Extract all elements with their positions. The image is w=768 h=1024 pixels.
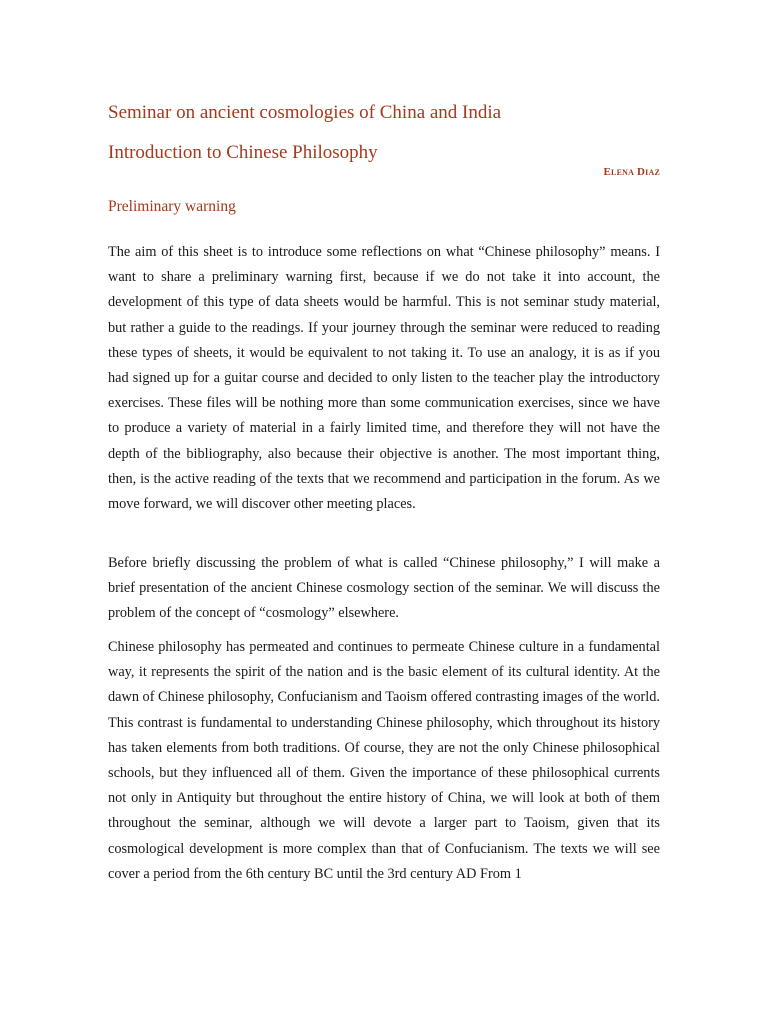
document-subtitle: Introduction to Chinese Philosophy bbox=[108, 142, 378, 163]
document-title: Seminar on ancient cosmologies of China and India bbox=[108, 102, 502, 123]
author-name: Elena Diaz bbox=[603, 166, 660, 178]
paragraph-2: Before briefly discussing the problem of what is called “Chinese philosophy,” I will make a brief presentation of the ancient Chinese cosmology section of the seminar. We will discuss the problem of the concept of “cosmology” elsewhere. bbox=[108, 555, 660, 622]
paragraph-3: Chinese philosophy has permeated and continues to permeate Chinese culture in a fundamental way, it represents the spirit of the nation and is the basic element of its cultural identity. At the dawn of Chinese philosophy, Confucianism and Taoism offered contrasting images of the world. This contrast is fundamental to understanding Chinese philosophy, which throughout its history has taken elements from both traditions. Of course, they are not the only Chinese philosophical schools, but they influenced all of them. Given the importance of these philosophical currents not only in Antiquity but throughout the entire history of China, we will look at both of them throughout the seminar, although we will devote a larger part to Taoism, given that its cosmological development is more complex than that of Confucianism. The texts we will see cover a period from the 6th century BC until the 3rd century AD From 1 bbox=[108, 639, 660, 882]
section-heading: Preliminary warning bbox=[108, 198, 236, 215]
paragraph-1: The aim of this sheet is to introduce some reflections on what “Chinese philosophy” means. I want to share a preliminary warning first, because if we do not take it into account, the development of this type of data sheets would be harmful. This is not seminar study material, but rather a guide to the readings. If your journey through the seminar were reduced to reading these types of sheets, it would be equivalent to not taking it. To use an analogy, it is as if you had signed up for a guitar course and decided to only listen to the teacher play the introductory exercises. These files will be nothing more than some communication exercises, since we have to produce a variety of material in a fairly limited time, and therefore they will not have the depth of the bibliography, also because their objective is another. The most important thing, then, is the active reading of the texts that we recommend and participation in the forum. As we move forward, we will discover other meeting places. bbox=[108, 244, 660, 513]
